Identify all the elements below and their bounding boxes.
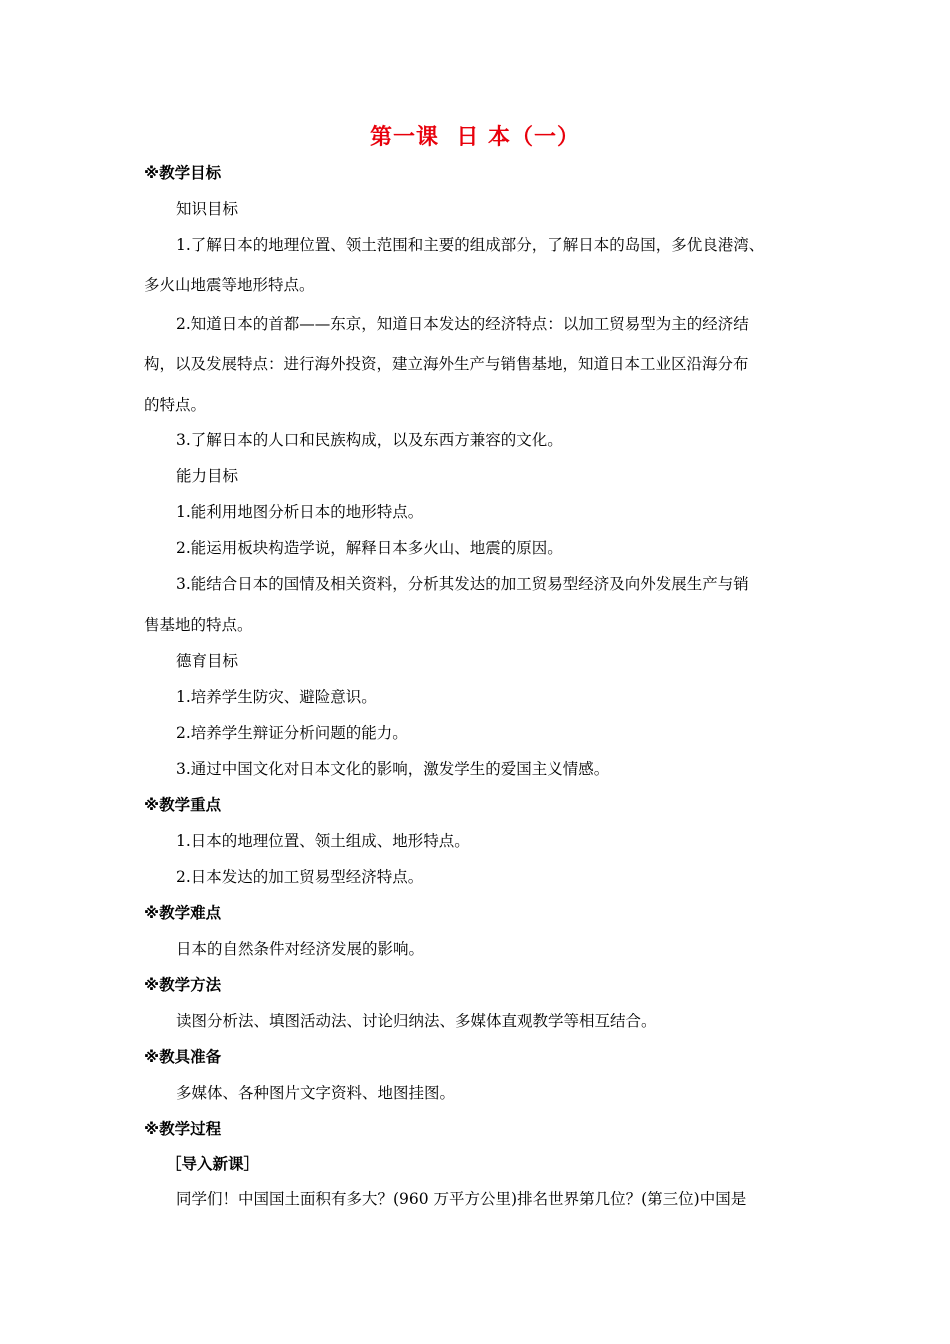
key-point-item-2: 2.日本发达的加工贸易型经济特点。 [176,868,424,886]
knowledge-item-2-line-1: 2.知道日本的首都——东京，知道日本发达的经济特点：以加工贸易型为主的经济结 [176,315,749,333]
difficulty-text: 日本的自然条件对经济发展的影响。 [176,940,425,958]
ability-item-3-line-1: 3.能结合日本的国情及相关资料，分析其发达的加工贸易型经济及向外发展生产与销 [176,575,749,593]
section-heading-key-points: ※教学重点 [144,796,222,814]
knowledge-item-2-line-3: 的特点。 [144,396,207,414]
moral-item-3: 3.通过中国文化对日本文化的影响，激发学生的爱国主义情感。 [176,760,610,778]
moral-item-1: 1.培养学生防灾、避险意识。 [176,688,377,706]
knowledge-objectives-label: 知识目标 [176,200,239,218]
knowledge-item-3: 3.了解日本的人口和民族构成，以及东西方兼容的文化。 [176,431,563,449]
section-heading-process: ※教学过程 [144,1120,222,1138]
key-point-item-1: 1.日本的地理位置、领土组成、地形特点。 [176,832,470,850]
ability-item-3-line-2: 售基地的特点。 [144,616,253,634]
moral-objectives-label: 德育目标 [176,652,239,670]
section-heading-materials: ※教具准备 [144,1048,222,1066]
section-heading-objectives: ※教学目标 [144,164,222,182]
intro-subheading: ［导入新课］ [166,1155,260,1173]
section-heading-methods: ※教学方法 [144,976,222,994]
ability-objectives-label: 能力目标 [176,467,239,485]
knowledge-item-2-line-2: 构，以及发展特点：进行海外投资，建立海外生产与销售基地，知道日本工业区沿海分布 [144,355,749,373]
materials-text: 多媒体、各种图片文字资料、地图挂图。 [176,1084,456,1102]
ability-item-1: 1.能利用地图分析日本的地形特点。 [176,503,424,521]
section-heading-difficulties: ※教学难点 [144,904,222,922]
intro-text: 同学们！中国国土面积有多大？(960 万平方公里)排名世界第几位？(第三位)中国是 [176,1190,747,1208]
knowledge-item-1-line-1: 1.了解日本的地理位置、领土范围和主要的组成部分，了解日本的岛国，多优良港湾、 [176,236,765,254]
methods-text: 读图分析法、填图活动法、讨论归纳法、多媒体直观教学等相互结合。 [176,1012,657,1030]
page-title: 第一课 日 本（一） [370,125,580,150]
moral-item-2: 2.培养学生辩证分析问题的能力。 [176,724,408,742]
knowledge-item-1-line-2: 多火山地震等地形特点。 [144,276,315,294]
ability-item-2: 2.能运用板块构造学说，解释日本多火山、地震的原因。 [176,539,563,557]
